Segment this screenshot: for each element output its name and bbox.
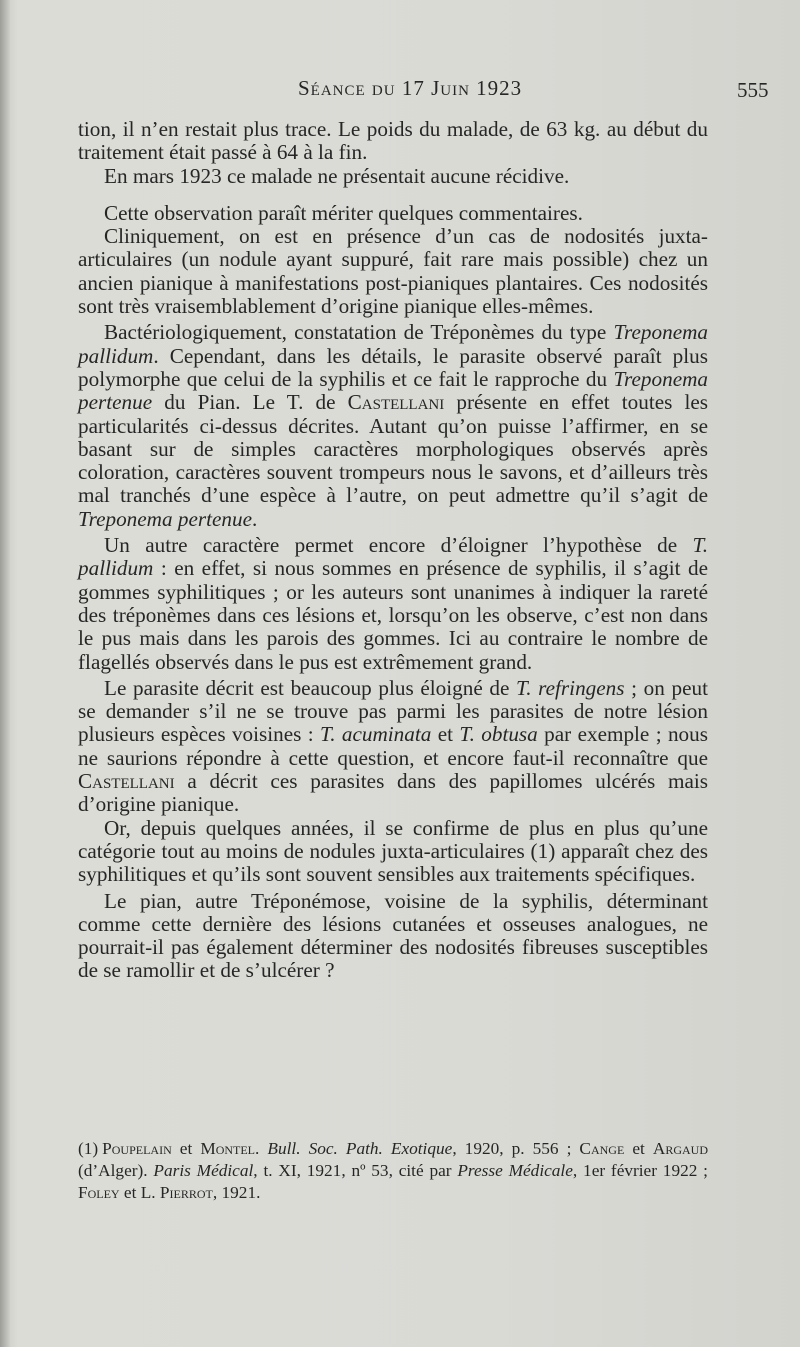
footnotes [78,1138,708,1204]
body-text [78,118,708,983]
italic-text: Treponema pertenue [78,366,708,415]
text-run: présente en effet toutes les particularités ci-dessus décrites. Autant qu’on puisse l’affirmer, en se basant sur de simples caractères morphologiques observés après coloration, caractères souvent trompeurs nous le savons, et d’ailleurs très mal tranchés d’une espèce à l’autre, on peut admettre qu’il s’agit de [78,390,709,508]
text-run: Le parasite décrit est beaucoup plus éloigné de [104,675,517,700]
paragraph [78,165,708,188]
text-run: . Cependant, dans les détails, le parasite observé paraît plus polymorphe que celui de la syphilis et ce fait le rapproche du [78,343,708,391]
text-run: Le pian, autre Tréponémose, voisine de la syphilis, déterminant comme cette dernière des lésions cutanées et osseuses analogues, ne pourrait-il pas également déterminer des nodosités fibreuses susceptibles de se ramollir et de s’ulcérer ? [78,888,708,983]
text-run: Cette observation paraît mériter quelques commentaires. [104,200,583,225]
text-run: Bactériologiquement, constatation de Tréponèmes du type [104,320,614,345]
text-run: Cliniquement, on est en présence d’un cas de nodosités juxta-articulaires (un nodule ayant suppuré, fait rare mais possible) chez un ancien pianique à manifestations post-pianiques plantaires. Ces nodosités sont très vraisemblablement d’origine pianique elles-mêmes. [78,224,708,319]
paragraph [78,534,708,674]
text-run: (d’Alger). [78,1161,154,1180]
text-run: a décrit ces parasites dans des papillomes ulcérés mais d’origine pianique. [78,769,708,817]
author-name: L. Pierrot [140,1183,213,1202]
paragraph [78,321,708,531]
paragraph [78,118,708,165]
paragraph [78,677,708,817]
italic-text: Treponema pallidum [78,320,708,368]
author-name: Argaud [652,1139,708,1158]
page-header [0,72,800,102]
footnote-mark: (1) [78,1139,99,1158]
author-name: Poupelain [102,1139,172,1158]
italic-text: Treponema pertenue [78,506,252,531]
italic-text: Paris Médical [153,1161,254,1180]
author-name: Cange [579,1139,625,1158]
text-run: , 1921. [212,1183,261,1202]
text-run: tion, il n’en restait plus trace. Le poids du malade, de 63 kg. au début du traitement était passé à 64 à la fin. [78,117,708,165]
text-run: ; on peut se demander s’il ne se trouve pas parmi les parasites de notre lésion plusieurs espèces voisines : [78,675,708,747]
text-run: et [624,1139,653,1158]
text-run: du Pian. Le T. de [152,390,348,415]
italic-text: T. acuminata [320,722,432,747]
paragraph [78,817,708,887]
author-name: Castellani [347,390,445,415]
paragraph [78,225,708,318]
italic-text: T. obtusa [459,722,538,747]
text-run: par exemple ; nous ne saurions répondre à cette question, et encore faut-il reconnaître que [78,722,708,770]
text-run: et [119,1183,141,1202]
footnote [78,1138,708,1204]
page-number: 555 [737,78,769,102]
text-run: Or, depuis quelques années, il se confirme de plus en plus qu’une catégorie tout au moins de nodules juxta-articulaires (1) apparaît chez des syphilitiques et qu’ils sont souvent sensibles aux traitements spécifiques. [78,815,708,887]
text-run: . [255,1139,268,1158]
running-head: Séance du 17 Juin 1923 [298,76,523,100]
text-run: . [251,506,258,531]
text-run: et [171,1139,201,1158]
italic-text: T. pallidum [78,533,708,581]
text-run: : en effet, si nous sommes en présence de syphilis, il s’agit de gommes syphilitiques ; or les auteurs sont unanimes à indiquer la rareté des tréponèmes dans ces lésions et, lorsqu’on les observe, c’est non dans le pus mais dans les parois des gommes. Ici au contraire le nombre de flagellés observés dans le pus est extrêmement grand. [78,556,708,674]
paragraph [78,890,708,983]
italic-text: Presse Médicale [457,1161,573,1180]
author-name: Foley [78,1183,120,1202]
page-gutter-shadow [0,0,10,1347]
text-run: Un autre caractère permet encore d’éloigner l’hypothèse de [104,533,693,558]
italic-text: Bull. Soc. Path. Exotique [267,1139,453,1158]
text-run: , 1920, p. 556 ; [452,1139,580,1158]
paragraph [78,202,708,225]
text-run: et [431,722,460,747]
text-run: , 1er février 1922 ; [572,1161,708,1180]
text-run: , t. XI, 1921, nº 53, cité par [253,1161,458,1180]
italic-text: T. refringens [516,675,625,700]
author-name: Montel [200,1139,256,1158]
text-run: En mars 1923 ce malade ne présentait aucune récidive. [104,163,570,188]
author-name: Castellani [78,769,175,794]
